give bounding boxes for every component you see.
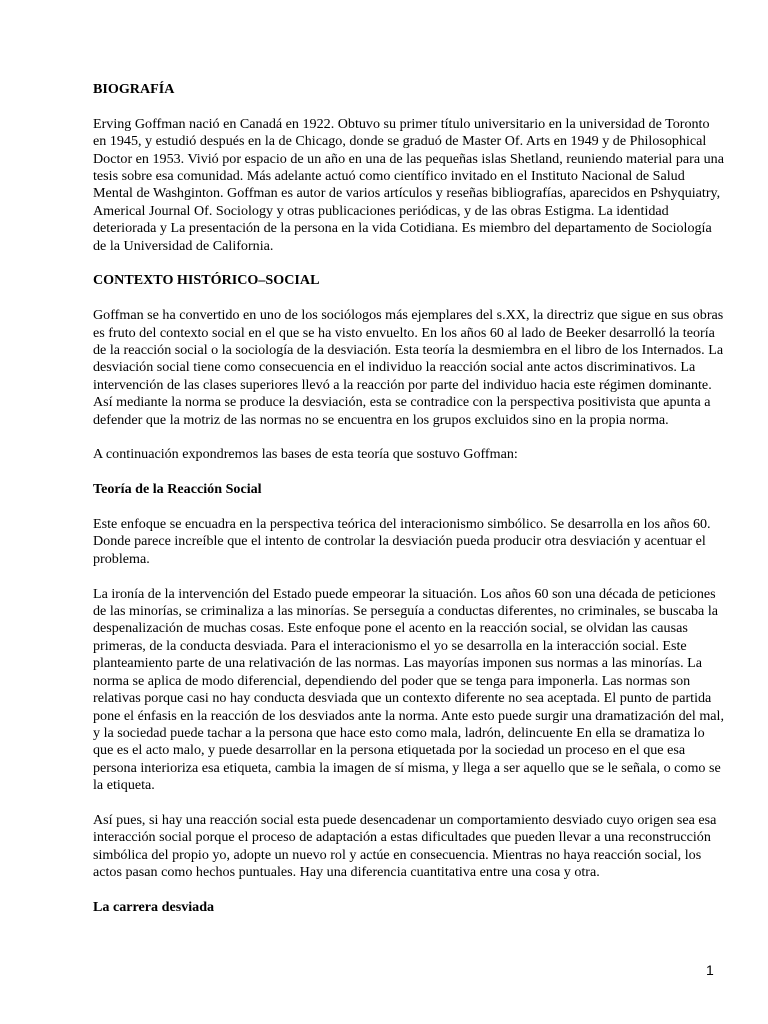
paragraph-contexto-2: A continuación expondremos las bases de esta teoría que sostuvo Goffman: [93, 446, 518, 463]
paragraph-teoria-2: La ironía de la intervención del Estado puede empeorar la situación. Los años 60 son una década de peticiones de las minorías, se criminaliza a las minorías. Se perseguía a conductas diferentes, no criminales, se buscaba la despenalización de muchas cosas. Este enfoque pone el acento en la reacción social, se olvidan las causas primeras, de la conducta desviada. Para el interacionismo el yo se desarrolla en la interacción social. Este planteamiento parte de una relativación de las normas. Las mayorías imponen sus normas a las minorías. La norma se aplica de modo diferencial, dependiendo del poder que se tenga para imponerla. Las normas son relativas porque casi no hay conducta desviada que un contexto diferente no sea aceptada. El punto de partida pone el énfasis en la reacción de los desviados ante la norma. Ante esto puede surgir una dramatización del mal, y la sociedad puede tachar a la persona que hace esto como mala, ladrón, delincuente En ella se dramatiza lo que es el acto malo, y puede desarrollar en la persona etiquetada por la sociedad un proceso en el que esa persona interioriza esa etiqueta, cambia la imagen de sí misma, y llega a ser aquello que se le señala, o como se la etiqueta. [93, 585, 724, 794]
paragraph-contexto-1: Goffman se ha convertido en uno de los sociólogos más ejemplares del s.XX, la directriz que sigue en sus obras es fruto del contexto social en el que se ha visto envuelto. En los años 60 al lado de Beeker desarrolló la teoría de la reacción social o la sociología de la desviación. Esta teoría la desmiembra en el libro de los Internados. La desviación social tiene como consecuencia en el individuo la reacción social ante actos discriminativos. La intervención de las clases superiores llevó a la reacción por parte del individuo hacia este régimen dominante. Así mediante la norma se produce la desviación, esta se contradice con la perspectiva positivista que apunta a defender que la motriz de las normas no se encuentra en los grupos excluidos sino en la propia norma. [93, 307, 724, 428]
page-number: 1 [706, 962, 714, 978]
paragraph-teoria-3: Así pues, si hay una reacción social esta puede desencadenar un comportamiento desviado cuyo origen sea esa interacción social porque el proceso de adaptación a estas dificultades que pueden llevar a una reconstrucción simbólica del propio yo, adopte un nuevo rol y actúe en consecuencia. Mientras no haya reacción social, los actos pasan como hechos puntuales. Hay una diferencia cuantitativa entre una cosa y otra. [93, 811, 717, 881]
section-heading-carrera: La carrera desviada [93, 898, 215, 915]
paragraph-teoria-1: Este enfoque se encuadra en la perspectiva teórica del interacionismo simbólico. Se desarrolla en los años 60. Donde parece increíble que el intento de controlar la desviación pueda producir otra desviación y acentuar el problema. [93, 516, 711, 567]
document-page [93, 81, 725, 934]
section-heading-teoria: Teoría de la Reacción Social [93, 481, 262, 498]
section-heading-biografia: BIOGRAFÍA [93, 81, 175, 97]
section-heading-contexto: CONTEXTO HISTÓRICO–SOCIAL [93, 272, 320, 289]
paragraph-biografia-1: Erving Goffman nació en Canadá en 1922. Obtuvo su primer título universitario en la universidad de Toronto en 1945, y estudió después en la de Chicago, donde se graduó de Master Of. Arts en 1949 y de Philosophical Doctor en 1953. Vivió por espacio de un año en una de las pequeñas islas Shetland, reuniendo material para una tesis sobre esa comunidad. Más adelante actuó como científico invitado en el Instituto Nacional de Salud Mental de Washginton. Goffman es autor de varios artículos y reseñas bibliografías, aparecidos en Pshyquiatry, Americal Journal Of. Sociology y otras publicaciones periódicas, y de las obras Estigma. La identidad deteriorada y La presentación de la persona en la vida Cotidiana. Es miembro del departamento de Sociología de la Universidad de California. [93, 115, 724, 254]
